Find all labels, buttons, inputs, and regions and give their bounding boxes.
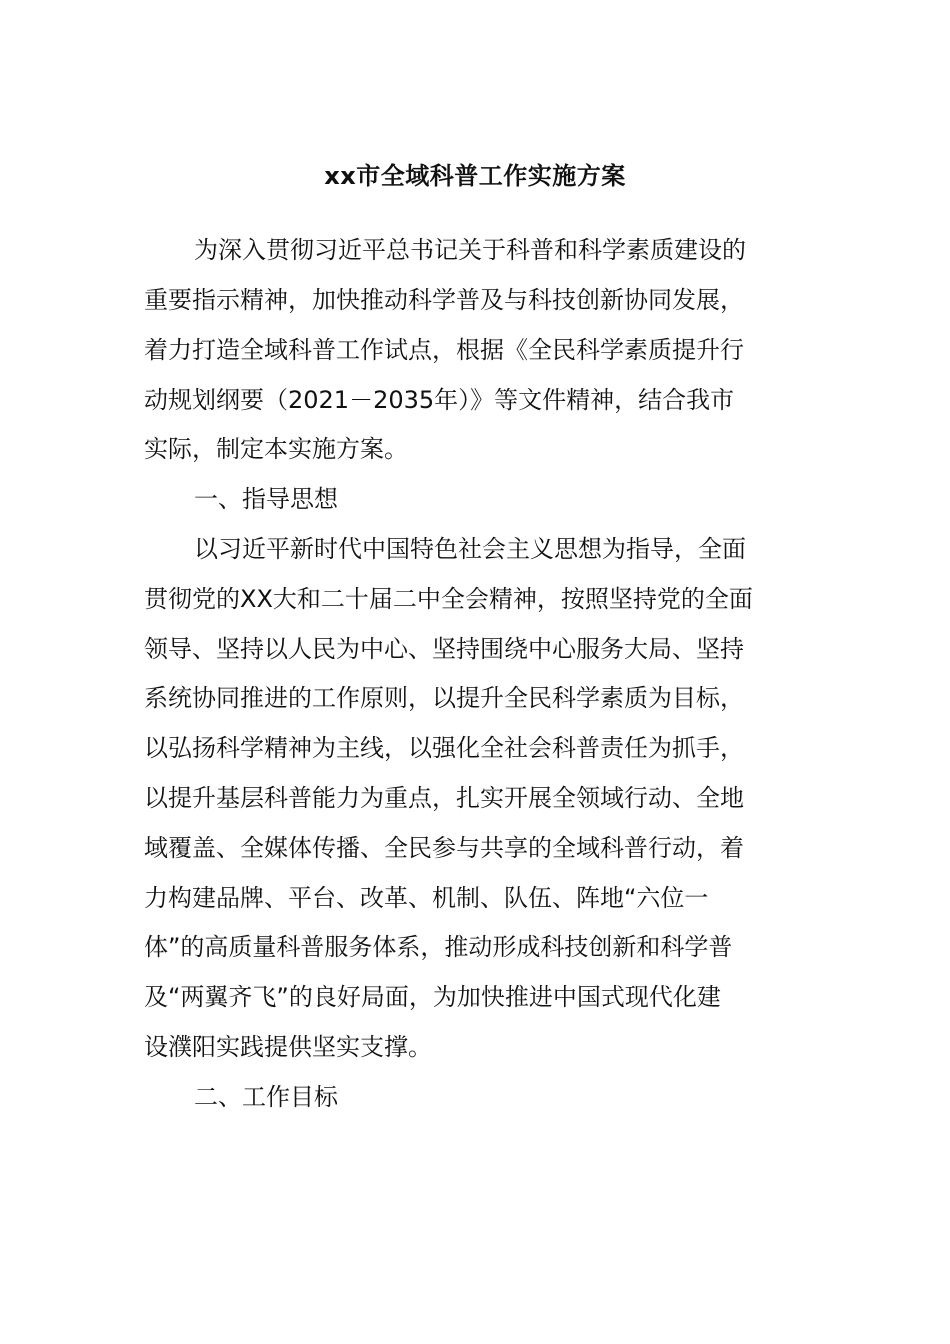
section1-line-10: 及“两翼齐飞”的良好局面，为加快推进中国式现代化建 xyxy=(144,983,721,1011)
section1-line-2: 贯彻党的XX大和二十届二中全会精神，按照坚持党的全面 xyxy=(144,585,753,613)
section1-line-6: 以提升基层科普能力为重点，扎实开展全领域行动、全地 xyxy=(144,784,744,812)
section1-line-9: 体”的高质量科普服务体系，推动形成科技创新和科学普 xyxy=(144,933,733,961)
section1-line-5: 以弘扬科学精神为主线，以强化全社会科普责任为抓手， xyxy=(144,734,744,762)
document-title: xx市全域科普工作实施方案 xyxy=(324,162,626,190)
section1-line-7: 域覆盖、全媒体传播、全民参与共享的全域科普行动，着 xyxy=(144,834,744,862)
section1-line-3: 领导、坚持以人民为中心、坚持围绕中心服务大局、坚持 xyxy=(144,635,744,663)
section1-line-4: 系统协同推进的工作原则，以提升全民科学素质为目标， xyxy=(144,684,744,712)
intro-line-1: 为深入贯彻习近平总书记关于科普和科学素质建设的 xyxy=(194,236,746,264)
section1-line-11: 设濮阳实践提供坚实支撑。 xyxy=(144,1033,432,1061)
section1-line-8: 力构建品牌、平台、改革、机制、队伍、阵地“六位一 xyxy=(144,884,709,912)
intro-line-3: 着力打造全域科普工作试点，根据《全民科学素质提升行 xyxy=(144,336,744,364)
intro-line-5: 实际，制定本实施方案。 xyxy=(144,435,408,463)
section-heading-guiding-thought: 一、指导思想 xyxy=(194,485,338,513)
intro-line-4: 动规划纲要（2021－2035年）》等文件精神，结合我市 xyxy=(144,386,735,414)
section-heading-work-goals: 二、工作目标 xyxy=(194,1083,338,1111)
intro-line-2: 重要指示精神，加快推动科学普及与科技创新协同发展， xyxy=(144,286,744,314)
section1-line-1: 以习近平新时代中国特色社会主义思想为指导，全面 xyxy=(194,535,746,563)
